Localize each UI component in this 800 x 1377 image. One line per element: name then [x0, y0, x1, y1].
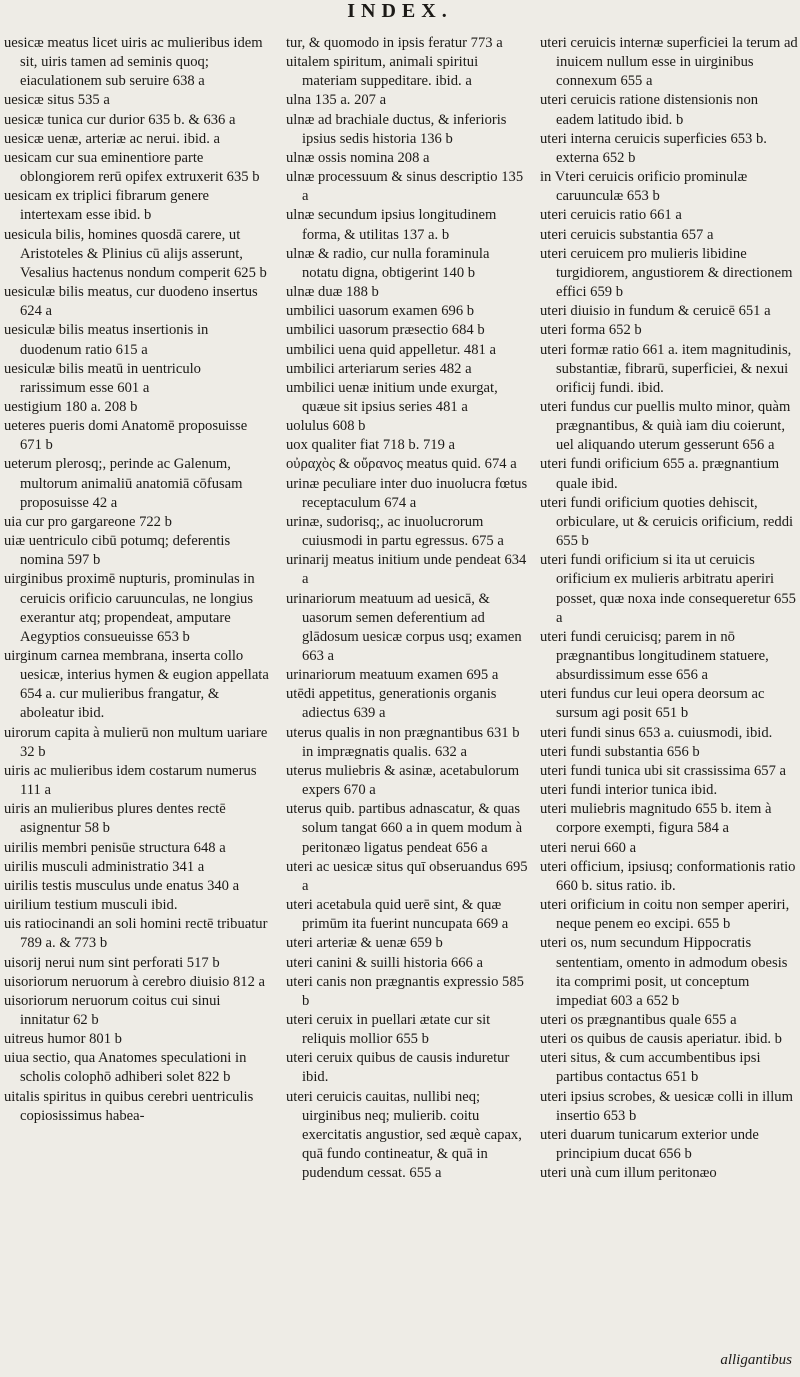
index-entry: uteri arteriæ & uenæ 659 b — [286, 935, 443, 952]
index-entry: uolulus 608 b — [286, 418, 366, 435]
index-entry: uteri interna ceruicis superficies 653 b. externa 652 b — [540, 130, 767, 166]
index-entry: uox qualiter fiat 718 b. 719 a — [286, 437, 456, 454]
index-entry: uteri ceruicis substantia 657 a — [540, 226, 714, 243]
index-entry: uteri fundi substantia 656 b — [540, 743, 700, 760]
index-entry: urinæ peculiare inter duo inuolucra fœtus receptaculum 674 a — [286, 475, 528, 511]
index-entry: ulnæ ossis nomina 208 a — [286, 149, 430, 166]
index-entry: uesiculæ bilis meatus insertionis in duodenum ratio 615 a — [4, 322, 209, 358]
index-entry: ulna 135 a. 207 a — [286, 92, 387, 109]
index-entry: uesicula bilis, homines quosdā carere, ut Aristoteles & Plinius cū alijs asserunt, Vesalius hactenus nondum comperit 625 b — [4, 226, 267, 281]
index-entry: uiua sectio, qua Anatomes speculationi in scholis colophō adhiberi solet 822 b — [4, 1050, 247, 1086]
index-entry: uis ratiocinandi an soli homini rectē tribuatur 789 a. & 773 b — [4, 916, 268, 952]
index-entry: uteri canini & suilli historia 666 a — [286, 954, 483, 971]
index-entry: uteri ipsius scrobes, & uesicæ colli in illum insertio 653 b — [540, 1088, 793, 1124]
index-entry: tur, & quomodo in ipsis feratur 773 a — [286, 35, 503, 51]
index-entry: uirginibus proximē nupturis, prominulas in ceruicis orificio caruunculas, ne longius exerantur atq; propendeat, amputare Aegyptios consueuisse 653 b — [4, 571, 255, 645]
index-entry: uesiculæ bilis meatū in uentriculo rarissimum esse 601 a — [4, 360, 201, 396]
index-entry: uesicam ex triplici fibrarum genere intertexam esse ibid. b — [4, 188, 210, 224]
index-entry: uterus muliebris & asinæ, acetabulorum expers 670 a — [286, 762, 520, 799]
index-entry: uteri os quibus de causis aperiatur. ibid. b — [540, 1031, 782, 1048]
page-title: INDEX. — [347, 0, 453, 22]
index-entry: uteri fundi tunica ubi sit crassissima 657 a — [540, 762, 787, 779]
index-entry: uirilium testium musculi ibid. — [4, 897, 178, 914]
index-entry: uteri fundi orificium si ita ut ceruicis orificium ex mulieris arbitratu aperiri posset, quæ noxa inde consequeretur 655 a — [540, 552, 796, 626]
index-entry: ueterum plerosq;, perinde ac Galenum, multorum animaliū anatomiā cōfusam proposuisse 42 a — [4, 456, 243, 511]
index-entry: uiris ac mulieribus idem costarum numerus 111 a — [4, 762, 257, 799]
index-entry: urinarij meatus initium unde pendeat 634 a — [286, 552, 527, 588]
index-entry: uestigium 180 a. 208 b — [4, 398, 138, 415]
index-entry: uesiculæ bilis meatus, cur duodeno insertus 624 a — [4, 284, 258, 320]
index-entry: uteri fundi orificium quoties dehiscit, orbiculare, ut & ceruicis orificium, reddi 655 b — [540, 494, 794, 550]
index-entry: uteri os prægnantibus quale 655 a — [540, 1011, 737, 1028]
index-entry: uteri diuisio in fundum & ceruicē 651 a — [540, 303, 771, 320]
index-entry: uteri canis non prægnantis expressio 585 b — [286, 973, 524, 1009]
index-entry: urinæ, sudorisq;, ac inuolucrorum cuiusmodi in partu egressus. 675 a — [286, 513, 504, 550]
index-entry: uterus qualis in non prægnantibus 631 b in imprægnatis qualis. 632 a — [286, 724, 520, 760]
index-entry: uteri ceruicis cauitas, nullibi neq; uirginibus neq; mulierib. coitu exercitatis angustior, sed æquè capax, quā fundo contineatur, & quā in pudendum cessat. 655 a — [286, 1088, 522, 1182]
index-entry: οὐραχὸς & οὔρανος meatus quid. 674 a — [286, 456, 517, 473]
index-entry: uitalis spiritus in quibus cerebri uentriculis copiosissimus habea- — [4, 1088, 254, 1124]
index-entry: uia cur pro gargareone 722 b — [4, 513, 172, 530]
index-column-2 — [286, 34, 528, 1369]
index-entry: uteri nerui 660 a — [540, 839, 637, 856]
index-entry: uitreus humor 801 b — [4, 1031, 122, 1048]
index-entry: uteri fundi sinus 653 a. cuiusmodi, ibid. — [540, 724, 773, 741]
index-entry: uteri duarum tunicarum exterior unde principium ducat 656 b — [540, 1126, 759, 1163]
index-entry: uisoriorum neruorum à cerebro diuisio 812 a — [4, 973, 265, 990]
index-entry: uteri acetabula quid uerē sint, & quæ primūm ita fuerint nuncupata 669 a — [286, 897, 509, 933]
index-entry: uesicæ meatus licet uiris ac mulieribus idem sit, uiris tamen ad seminis quoq; eiaculationem sub seruire 638 a — [4, 35, 263, 90]
index-entry: ulnæ secundum ipsius longitudinem forma, & utilitas 137 a. b — [286, 207, 497, 243]
index-entry: uteri orificium in coitu non semper aperiri, neque penem eo excipi. 655 b — [540, 897, 790, 933]
index-entry: umbilici arteriarum series 482 a — [286, 360, 472, 377]
index-entry: uterus quib. partibus adnascatur, & quas solum tangat 660 a in quem modum à peritonæo ligatus pendeat 656 a — [286, 801, 523, 856]
index-entry: uteri muliebris magnitudo 655 b. item à corpore exempti, figura 584 a — [540, 801, 772, 837]
index-entry: uteri fundus cur leui opera deorsum ac sursum agi posit 651 b — [540, 686, 765, 722]
index-entry: umbilici uena quid appelletur. 481 a — [286, 341, 496, 358]
index-entry: uteri fundi ceruicisq; parem in nō prægnantibus longitudinem statuere, absurdissimum esse 656 a — [540, 628, 769, 684]
index-entry: uteri os, num secundum Hippocratis sententiam, omento in admodum obesis ita comprimi posit, ut conceptum impediat 603 a 652 b — [540, 935, 788, 1009]
index-entry: umbilici uasorum præsectio 684 b — [286, 322, 485, 339]
index-entry: uteri fundus cur puellis multo minor, quàm prægnantibus, & quià iam diu coierunt, uel aliquando uterum gesserunt 656 a — [540, 398, 791, 454]
index-entry: ulnæ duæ 188 b — [286, 284, 379, 301]
index-entry: uteri officium, ipsiusq; conformationis ratio 660 b. situs ratio. ib. — [540, 858, 796, 894]
index-column-1 — [4, 34, 270, 1369]
index-entry: uteri fundi interior tunica ibid. — [540, 782, 718, 799]
index-entry: umbilici uasorum examen 696 b — [286, 303, 475, 320]
index-entry: uisoriorum neruorum coitus cui sinui innitatur 62 b — [4, 992, 221, 1028]
index-entry: uirilis musculi administratio 341 a — [4, 858, 205, 875]
index-entry: uirorum capita à mulierū non multum uariare 32 b — [4, 724, 268, 760]
index-entry: uesicæ situs 535 a — [4, 92, 110, 109]
index-entry: urinariorum meatuum examen 695 a — [286, 667, 499, 684]
index-entry: uirilis membri penisūe structura 648 a — [4, 839, 226, 856]
index-entry: uteri fundi orificium 655 a. prægnantium quale ibid. — [540, 456, 780, 492]
index-entry: uiæ uentriculo cibū potumq; deferentis nomina 597 b — [4, 533, 231, 569]
index-entry: uesicæ tunica cur durior 635 b. & 636 a — [4, 111, 236, 128]
index-entry: ueteres pueris domi Anatomē proposuisse 671 b — [4, 418, 248, 454]
index-column-3 — [540, 34, 798, 1369]
index-entry: ulnæ & radio, cur nulla foraminula notatu digna, obtigerint 140 b — [286, 245, 490, 281]
index-entry: umbilici uenæ initium unde exurgat, quæue sit ipsius series 481 a — [286, 379, 498, 415]
index-entry: uteri ceruicis ratione distensionis non eadem latitudo ibid. b — [540, 92, 759, 128]
index-entry: uteri ceruicis ratio 661 a — [540, 207, 682, 224]
index-entry: uiris an mulieribus plures dentes rectē asignentur 58 b — [4, 801, 226, 837]
index-entry: uirginum carnea membrana, inserta collo uesicæ, interius hymen & eugion appellata 654 a. cur mulieribus frangatur, & aboleatur ibid. — [4, 648, 269, 722]
index-entry: uteri forma 652 b — [540, 322, 642, 339]
index-entry: uteri ceruix quibus de causis induretur ibid. — [286, 1050, 510, 1086]
index-entry: uitalem spiritum, animali spiritui materiam suppeditare. ibid. a — [286, 54, 479, 90]
index-entry: uteri formæ ratio 661 a. item magnitudinis, substantiæ, fibrarū, superficiei, & nexui orificij fundi. ibid. — [540, 341, 792, 396]
index-entry: uisorij nerui num sint perforati 517 b — [4, 954, 220, 971]
index-entry: uirilis testis musculus unde enatus 340 a — [4, 877, 240, 894]
index-entry: uteri ceruix in puellari ætate cur sit reliquis mollior 655 b — [286, 1011, 491, 1048]
index-entry: ulnæ ad brachiale ductus, & inferioris ipsius sedis historia 136 b — [286, 111, 507, 147]
index-entry: in Vteri ceruicis orificio prominulæ caruunculæ 653 b — [540, 169, 748, 205]
catchword: alligantibus — [720, 1352, 792, 1368]
index-entry: uteri ceruicis internæ superficiei la terum ad inuicem nullum esse in uirginibus connexum 655 a — [540, 35, 798, 90]
index-entry: uesicam cur sua eminentiore parte oblongiorem rerū opifex extruxerit 635 b — [4, 149, 260, 186]
index-entry: uteri situs, & cum accumbentibus ipsi partibus contactus 651 b — [540, 1050, 761, 1086]
index-entry: urinariorum meatuum ad uesicā, & uasorum semen deferentium ad glādosum uesicæ corpus usq; examen 663 a — [286, 590, 522, 664]
index-entry: utēdi appetitus, generationis organis adiectus 639 a — [286, 686, 497, 722]
index-entry: uteri ac uesicæ situs quī obseruandus 695 a — [286, 858, 528, 894]
index-entry: uteri unà cum illum peritonæo — [540, 1165, 717, 1182]
index-entry: uesicæ uenæ, arteriæ ac nerui. ibid. a — [4, 130, 220, 147]
index-entry: uteri ceruicem pro mulieris libidine turgidiorem, angustiorem & directionem effici 659 b — [540, 245, 793, 301]
index-entry: ulnæ processuum & sinus descriptio 135 a — [286, 169, 524, 205]
